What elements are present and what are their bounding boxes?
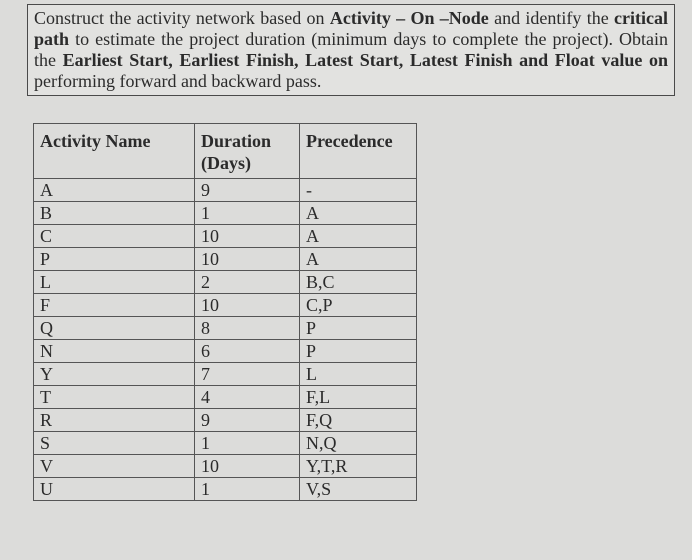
cell-precedence: B,C: [300, 271, 417, 294]
question-bold-aon: Activity – On –Node: [329, 8, 489, 28]
cell-duration: 6: [195, 340, 300, 363]
question-part-3: to estimate the project duration (minimum days to complete the project). Obtain the: [34, 29, 668, 70]
cell-duration: 9: [195, 179, 300, 202]
header-activity-name: Activity Name: [34, 124, 195, 179]
header-duration: Duration (Days): [195, 124, 300, 179]
cell-duration: 10: [195, 294, 300, 317]
cell-precedence: P: [300, 340, 417, 363]
cell-duration: 1: [195, 478, 300, 501]
cell-activity: L: [34, 271, 195, 294]
table-header-row: [34, 124, 417, 179]
table-row: [34, 179, 417, 202]
cell-activity: F: [34, 294, 195, 317]
question-part-1: Construct the activity network based on: [34, 8, 330, 28]
question-part-4: performing forward and backward pass.: [34, 71, 322, 91]
cell-precedence: V,S: [300, 478, 417, 501]
cell-precedence: -: [300, 179, 417, 202]
question-text: [27, 4, 675, 96]
table-row: [34, 340, 417, 363]
cell-precedence: C,P: [300, 294, 417, 317]
cell-activity: C: [34, 225, 195, 248]
cell-precedence: A: [300, 225, 417, 248]
activity-table: [33, 123, 417, 501]
table-body: [34, 179, 417, 501]
cell-activity: P: [34, 248, 195, 271]
cell-activity: V: [34, 455, 195, 478]
table-row: [34, 432, 417, 455]
table-row: [34, 294, 417, 317]
table-row: [34, 248, 417, 271]
cell-duration: 4: [195, 386, 300, 409]
cell-precedence: L: [300, 363, 417, 386]
cell-activity: B: [34, 202, 195, 225]
cell-activity: N: [34, 340, 195, 363]
cell-activity: U: [34, 478, 195, 501]
cell-duration: 1: [195, 202, 300, 225]
cell-precedence: Y,T,R: [300, 455, 417, 478]
cell-precedence: F,L: [300, 386, 417, 409]
cell-activity: Y: [34, 363, 195, 386]
table-row: [34, 271, 417, 294]
table-row: [34, 202, 417, 225]
cell-duration: 8: [195, 317, 300, 340]
header-precedence: Precedence: [300, 124, 417, 179]
question-bold-critical-path: critical path: [34, 8, 669, 49]
cell-duration: 10: [195, 455, 300, 478]
cell-activity: T: [34, 386, 195, 409]
cell-duration: 9: [195, 409, 300, 432]
cell-activity: A: [34, 179, 195, 202]
cell-precedence: A: [300, 202, 417, 225]
cell-activity: S: [34, 432, 195, 455]
table-row: [34, 317, 417, 340]
question-part-2: and identify the: [488, 8, 615, 28]
cell-duration: 7: [195, 363, 300, 386]
table-row: [34, 478, 417, 501]
cell-duration: 2: [195, 271, 300, 294]
table-row: [34, 386, 417, 409]
cell-precedence: N,Q: [300, 432, 417, 455]
cell-precedence: P: [300, 317, 417, 340]
cell-activity: Q: [34, 317, 195, 340]
cell-precedence: A: [300, 248, 417, 271]
cell-duration: 1: [195, 432, 300, 455]
cell-duration: 10: [195, 225, 300, 248]
table-row: [34, 363, 417, 386]
question-bold-values: Earliest Start, Earliest Finish, Latest Start, Latest Finish and Float value on: [62, 50, 668, 70]
cell-precedence: F,Q: [300, 409, 417, 432]
table-row: [34, 409, 417, 432]
cell-duration: 10: [195, 248, 300, 271]
table-row: [34, 225, 417, 248]
table-row: [34, 455, 417, 478]
cell-activity: R: [34, 409, 195, 432]
